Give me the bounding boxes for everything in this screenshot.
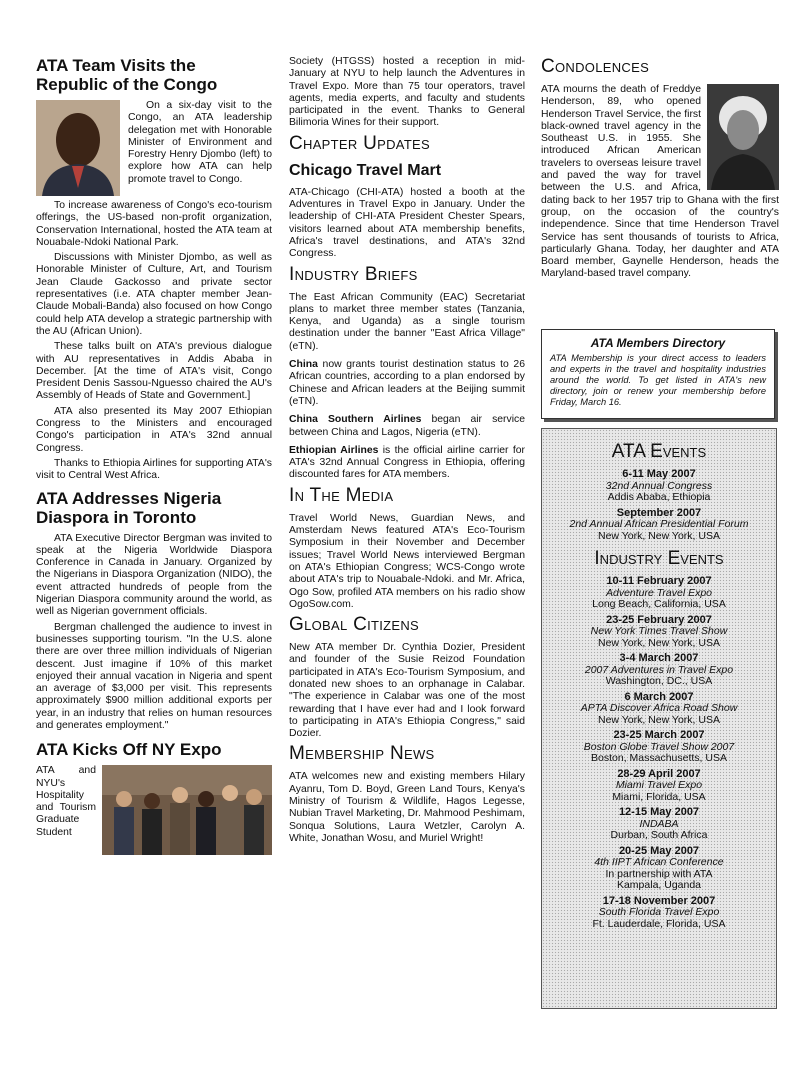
event-place: In partnership with ATA [605, 867, 713, 880]
industry-p2-bold: China [289, 359, 318, 371]
event-item [548, 692, 770, 727]
event-date: 6 March 2007 [624, 690, 694, 703]
event-item [548, 469, 770, 504]
directory-title: ATA Members Directory [590, 336, 726, 350]
events-box [541, 428, 777, 1009]
event-place: New York, New York, USA [598, 529, 720, 542]
industry-p1: The East African Community (EAC) Secretariat plans to market three member states (Tanzania, Kenya, and Uganda) as a single tourism destination under the banner "East Africa Village" (eTN). [289, 291, 525, 352]
condolences-heading: Condolences [541, 56, 650, 77]
chapter-p1: ATA-Chicago (CHI-ATA) hosted a booth at the Adventures in Travel Expo in January. Under the leadership of CHI-ATA President Chester Spears, visitors learned about ATA membership benefits, Africa's travel destinations, and ATA's 32nd Congress. [289, 186, 525, 260]
nyexpo-heading: ATA Kicks Off NY Expo [36, 740, 222, 760]
event-item [548, 769, 770, 804]
industry-p3-bold: China Southern Airlines [289, 414, 422, 426]
event-place: New York, New York, USA [598, 713, 720, 726]
event-place: Miami, Florida, USA [612, 790, 706, 803]
ata-events-heading: ATA Events [611, 441, 707, 462]
portrait-image [36, 100, 120, 196]
event-place: Ft. Lauderdale, Florida, USA [592, 917, 726, 930]
event-place: Long Beach, California, USA [592, 598, 726, 610]
members-directory-box [541, 329, 775, 419]
event-date: 23-25 March 2007 [613, 729, 705, 741]
column-middle [289, 56, 525, 848]
event-item [548, 615, 770, 650]
event-name: Adventure Travel Expo [605, 586, 713, 599]
event-name: New York Times Travel Show [590, 625, 728, 637]
event-item [548, 846, 770, 892]
event-date: 3-4 March 2007 [619, 652, 699, 664]
event-name: 32nd Annual Congress [605, 479, 713, 492]
event-name: 2007 Adventures in Travel Expo [584, 663, 734, 676]
nigeria-p2: Bergman challenged the audience to invest in businesses supporting tourism. "In the U.S. alone there are over three million individuals of Nigerian descent. Just imagine if 10% of this market enjoyed their annual vacation in Nigeria and spent an average of $3,000 per visit. This represents approximately $900 million additional exports per year, in an industry that relies on human resources and generates employment." [36, 621, 272, 731]
congo-p3: Discussions with Minister Djombo, as well as Honorable Minister of Culture, Art, and Tourism Jean Claude Gackosso and private sector representatives (i.e. ATA chapter member Jean-Claude Mobali-Banda) also focused on how Congo could help ATA develop a strategic partnership with the AU (African Union). [36, 252, 272, 337]
industry-events-list [548, 576, 770, 930]
event-date: 23-25 February 2007 [606, 613, 712, 626]
event-date: September 2007 [616, 506, 702, 519]
event-date: 6-11 May 2007 [622, 468, 696, 480]
event-item [548, 653, 770, 688]
chapter-subheading: Chicago Travel Mart [289, 161, 442, 179]
media-p1: Travel World News, Guardian News, and Amsterdam News featured ATA's Eco-Tourism Symposium in their November and December issues; Travel World News interviewed Bergman on ATA's Ethiopian Congress; WCS-Congo wrote about ATA's trip to Nouabale-Ndoki. and Mr. Africa, Ogo Sow, profiled ATA members on his radio show OgoSow.com. [289, 512, 525, 610]
nyexpo-p1-cont: Society (HTGSS) hosted a reception in mid-January at NYU to help launch the Adventures in Travel Expo. More than 75 tour operators, travel agents, media experts, and faculty and students participated in the event. Thanks to General Bilimoria Wines for their support. [289, 56, 525, 129]
nigeria-heading: ATA Addresses Nigeria Diaspora in Toronto [36, 488, 222, 527]
event-item [548, 730, 770, 765]
event-item [548, 508, 770, 543]
industry-p4-text: is the official airline carrier for ATA's 32nd Annual Congress in Ethiopia, offering discounted fares for ATA members. [289, 444, 525, 481]
event-place: Washington, DC., USA [605, 675, 713, 687]
column-right [541, 56, 779, 284]
event-date: 17-18 November 2007 [602, 894, 716, 907]
event-place: New York, New York, USA [598, 636, 720, 649]
event-name: 2nd Annual African Presidential Forum [569, 518, 749, 530]
congo-p6: Thanks to Ethiopia Airlines for supporting ATA's visit to Central West Africa. [36, 457, 272, 482]
event-item [548, 896, 770, 931]
membership-heading: Membership News [289, 743, 435, 765]
industry-heading: Industry Briefs [289, 263, 418, 285]
group-photo-image [102, 765, 272, 855]
condolences-p1: ATA mourns the death of Freddye Henderson, 89, who opened Henderson Travel Service, the first black-owned travel agency in the Southeast U.S. in 1955. She introduced African American travelers to overseas leisure travel and paved the way for travel between the U.S. and Africa, dating back to her 1957 trip to Ghana with the first group, on the occasion of the country's independence. Since that time Henderson Travel Service has sent thousands of tourists to Africa, particularly Ghana. Today, her daughter and ATA Board member, Gaynelle Henderson, heads the Maryland-based travel company. [541, 84, 779, 280]
event-name: Boston Globe Travel Show 2007 [583, 740, 735, 753]
event-date: 12-15 May 2007 [618, 806, 700, 818]
congo-heading: ATA Team Visits the Republic of the Congo [36, 56, 218, 94]
chapter-heading: Chapter Updates [289, 132, 430, 154]
event-place: Boston, Massachusetts, USA [591, 752, 727, 764]
congo-p1: On a six-day visit to the Congo, an ATA leadership delegation met with Honorable Minister of Environment and Forestry Henry Djombo (left) to explore how ATA can help promote travel to Congo. [128, 100, 272, 185]
djombo-photo [36, 100, 120, 196]
ata-events-list [548, 469, 770, 542]
directory-text: ATA Membership is your direct access to leaders and experts in the travel and hospitality industries around the world. To get listed in ATA's new directory, join or renew your membership before Friday, March 16. [550, 353, 766, 407]
industry-p2-text: now grants tourist destination status to 26 African countries, according to a plan endorsed by Chinese and African leaders at the Beijing summit (eTN). [289, 359, 525, 407]
event-name: INDABA [639, 817, 679, 830]
event-name: APTA Discover Africa Road Show [580, 702, 738, 714]
industry-p4-bold: Ethiopian Airlines [289, 444, 379, 456]
event-place: Addis Ababa, Ethiopia [607, 491, 711, 503]
congo-p2: To increase awareness of Congo's eco-tourism offerings, the US-based non-profit organization, Conservation International, hosted the ATA team at Nouabale-Ndoki National Park. [36, 200, 272, 248]
citizens-p1: New ATA member Dr. Cynthia Dozier, President and founder of the Susie Reizod Foundation participated in ATA's Eco-Tourism Symposium, and donated new shoes to an orphanage in Calabar. "The experience in Calabar was one of the most rewarding that I have ever had and I look forward to participating in ATA's Ethiopia Congress," said Dozier. [289, 642, 525, 740]
industry-p2 [289, 359, 525, 408]
congo-p4: These talks built on ATA's previous dialogue with AU representatives in Addis Ababa in December. [At the time of ATA's visit, Congo President Denis Sassou-Nguesso chaired the AU's Assembly of Heads of State and Government.] [36, 341, 272, 402]
column-left [36, 56, 272, 859]
industry-p3-text: began air service between China and Lagos, Nigeria (eTN). [289, 414, 525, 438]
event-item [548, 807, 770, 842]
industry-p4 [289, 445, 525, 482]
industry-events-heading: Industry Events [594, 548, 724, 569]
citizens-heading: Global Citizens [289, 614, 420, 636]
henderson-portrait-image [707, 84, 779, 190]
event-name: 4th IIPT African Conference [594, 856, 724, 868]
henderson-photo [707, 84, 779, 190]
nigeria-p1: ATA Executive Director Bergman was invited to speak at the Nigeria Worldwide Diaspora Conference in Canada in January. Organized by the Nigerians in Diaspora Organization (NIDO), the event attracted hundreds of people from the Nigerian Diaspora community around the world, as well as Nigerian government officials. [36, 532, 272, 618]
nyexpo-photo [102, 765, 272, 855]
event-date: 20-25 May 2007 [618, 844, 700, 857]
event-date: 28-29 April 2007 [617, 767, 701, 780]
event-place-2: Kampala, Uganda [616, 879, 702, 891]
event-item [548, 576, 770, 611]
nyexpo-p1: ATA and NYU's Hospitality and Tourism Graduate Student [36, 765, 96, 838]
media-heading: In The Media [289, 484, 394, 506]
event-name: South Florida Travel Expo [598, 906, 720, 918]
event-name: Miami Travel Expo [615, 779, 703, 791]
membership-p1: ATA welcomes new and existing members Hilary Ayanru, Tom D. Boyd, Green Land Tours, Kenya's Ministry of Tourism & Wildlife, Hagos Legesse, Nubian Travel Marketing, Dr. Mahmood Peshimam, Sonqua Solutions, Laura Wetzler, Carolyn A. White, Jonathan Wosu, and Muriel Wright! [289, 771, 525, 844]
event-date: 10-11 February 2007 [606, 575, 712, 587]
congo-p5: ATA also presented its May 2007 Ethiopian Congress to the Ministers and encouraged Congo's participation in ATA's 32nd annual Congress. [36, 405, 272, 454]
event-place: Durban, South Africa [610, 829, 708, 841]
industry-p3 [289, 414, 525, 439]
